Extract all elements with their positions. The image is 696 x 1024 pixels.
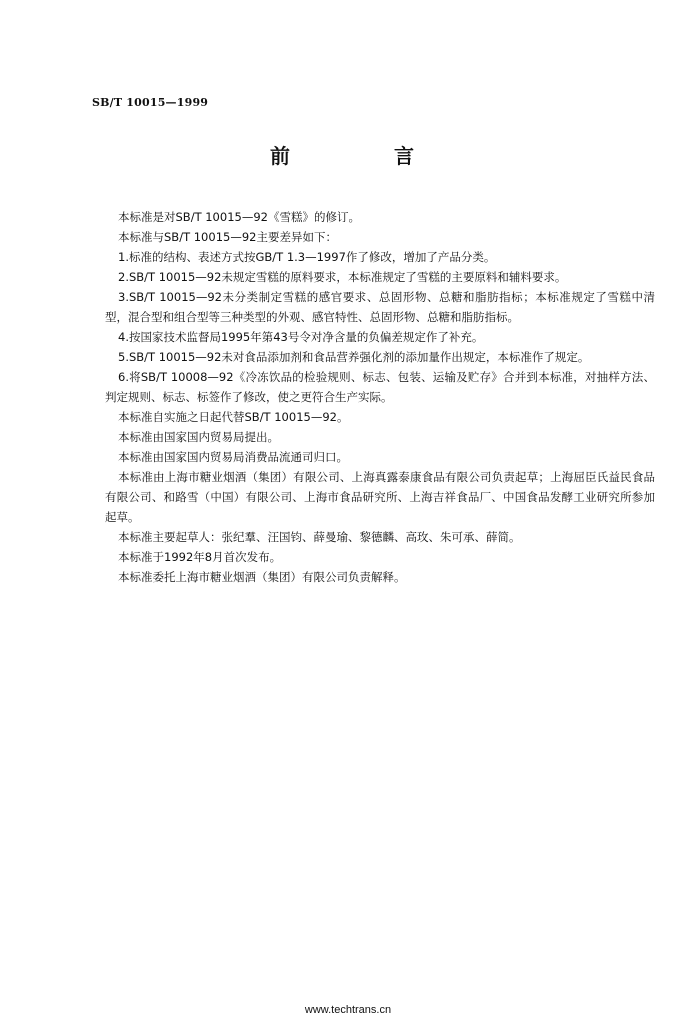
paragraph: 本标准与SB/T 10015—92主要差异如下： [118, 230, 337, 244]
paragraph: 1.标准的结构、表述方式按GB/T 1.3—1997作了修改，增加了产品分类。 [118, 250, 496, 264]
paragraph: 本标准由国家国内贸易局提出。 [118, 430, 279, 444]
standard-code: SB/T 10015—1999 [92, 96, 209, 109]
foreword-body [105, 207, 655, 587]
paragraph: 本标准主要起草人：张纪羣、汪国钧、薛曼瑜、黎德麟、高玫、朱可承、薛简。 [118, 530, 521, 544]
paragraph: 5.SB/T 10015—92未对食品添加剂和食品营养强化剂的添加量作出规定，本标准作了规定。 [118, 350, 590, 364]
paragraph: 本标准由上海市糖业烟酒（集团）有限公司、上海真露泰康食品有限公司负责起草；上海屈臣氏益民食品有限公司、和路雪（中国）有限公司、上海市食品研究所、上海吉祥食品厂、中国食品发酵工业研究所参加起草。 [105, 470, 655, 524]
paragraph: 6.将SB/T 10008—92《冷冻饮品的检验规则、标志、包装、运输及贮存》合并到本标准，对抽样方法、判定规则、标志、标签作了修改，使之更符合生产实际。 [105, 370, 655, 404]
paragraph: 4.按国家技术监督局1995年第43号令对净含量的负偏差规定作了补充。 [118, 330, 484, 344]
footer-url: www.techtrans.cn [304, 1004, 392, 1016]
paragraph: 本标准于1992年8月首次发布。 [118, 550, 282, 564]
page-title: 前 言 [270, 144, 456, 168]
paragraph: 本标准由国家国内贸易局消费品流通司归口。 [118, 450, 348, 464]
paragraph: 本标准委托上海市糖业烟酒（集团）有限公司负责解释。 [118, 570, 406, 584]
paragraph: 2.SB/T 10015—92未规定雪糕的原料要求，本标准规定了雪糕的主要原料和辅料要求。 [118, 270, 567, 284]
paragraph: 本标准自实施之日起代替SB/T 10015—92。 [118, 410, 349, 424]
paragraph: 本标准是对SB/T 10015—92《雪糕》的修订。 [118, 210, 360, 224]
paragraph: 3.SB/T 10015—92未分类制定雪糕的感官要求、总固形物、总糖和脂肪指标；本标准规定了雪糕中清型，混合型和组合型等三种类型的外观、感官特性、总固形物、总糖和脂肪指标。 [105, 290, 655, 324]
